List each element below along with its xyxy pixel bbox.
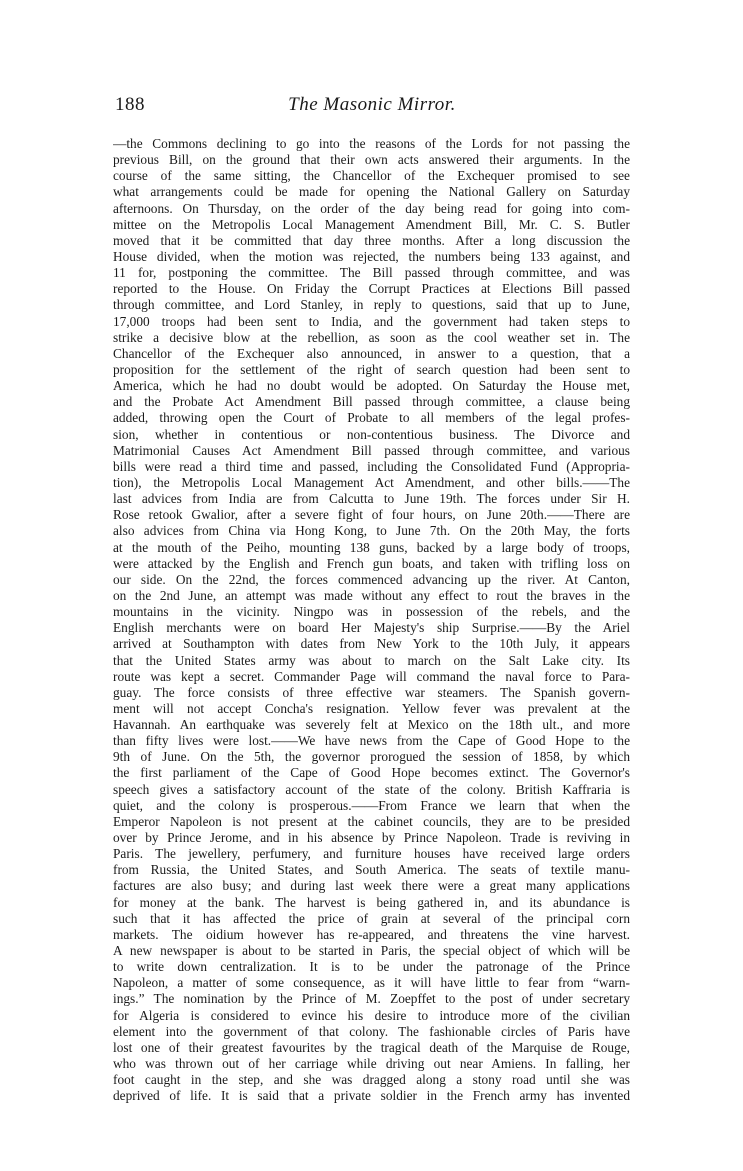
text-line: our side. On the 22nd, the forces commenced advancing up the river. At Canton, [113,571,630,587]
text-line: afternoons. On Thursday, on the order of the day being read for going into com- [113,200,630,216]
text-line: America, which he had no doubt would be adopted. On Saturday the House met, [113,378,630,394]
text-line: added, throwing open the Court of Probate to all members of the legal profes- [113,410,630,426]
text-line: guay. The force consists of three effective war steamers. The Spanish govern- [113,684,630,700]
text-line: arrived at Southampton with dates from New York to the 10th July, it appears [113,636,630,652]
text-line: route was kept a secret. Commander Page will command the naval force to Para- [113,668,630,684]
text-line: the first parliament of the Cape of Good Hope becomes extinct. The Governor's [113,765,630,781]
page-number: 188 [115,94,145,115]
text-line: Paris. The jewellery, perfumery, and furniture houses have received large orders [113,846,630,862]
text-line: ment will not accept Concha's resignation. Yellow fever was prevalent at the [113,700,630,716]
text-line: ings.” The nomination by the Prince of M. Zoepffet to the post of under secretary [113,991,630,1007]
text-line: through committee, and Lord Stanley, in reply to questions, said that up to June, [113,297,630,313]
text-line: sion, whether in contentious or non-contentious business. The Divorce and [113,426,630,442]
running-head [115,94,629,120]
text-line: reported to the House. On Friday the Corrupt Practices at Elections Bill passed [113,281,630,297]
text-line: mittee on the Metropolis Local Management Amendment Bill, Mr. C. S. Butler [113,216,630,232]
text-line: foot caught in the step, and she was dragged along a stony road until she was [113,1072,630,1088]
text-line: A new newspaper is about to be started in Paris, the special object of which will be [113,943,630,959]
text-line: moved that it be committed that day three months. After a long discussion the [113,232,630,248]
text-line: than fifty lives were lost.——We have news from the Cape of Good Hope to the [113,733,630,749]
text-line: English merchants were on board Her Majesty's ship Surprise.——By the Ariel [113,620,630,636]
text-line: what arrangements could be made for opening the National Gallery on Saturday [113,184,630,200]
text-line: —the Commons declining to go into the reasons of the Lords for not passing the [113,136,630,151]
text-line: strike a decisive blow at the rebellion, as soon as the cool weather set in. The [113,329,630,345]
text-line: bills were read a third time and passed, including the Consolidated Fund (Appropria- [113,458,630,474]
text-line: markets. The oidium however has re-appeared, and threatens the vine harvest. [113,926,630,942]
text-line: at the mouth of the Peiho, mounting 138 guns, backed by a large body of troops, [113,539,630,555]
text-line: Matrimonial Causes Act Amendment Bill passed through committee, and various [113,442,630,458]
text-line: that the United States army was about to march on the Salt Lake city. Its [113,652,630,668]
text-line: Havannah. An earthquake was severely felt at Mexico on the 18th ult., and more [113,717,630,733]
body-paragraph [113,136,630,1104]
text-line: House divided, when the motion was rejected, the numbers being 133 against, and [113,248,630,264]
text-line: tion), the Metropolis Local Management Act Amendment, and other bills.——The [113,474,630,490]
text-line: deprived of life. It is said that a private soldier in the French army has invented [113,1088,630,1104]
text-line: 17,000 troops had been sent to India, and the government had taken steps to [113,313,630,329]
text-line: factures are also busy; and during last week there were a great many applications [113,878,630,894]
text-line: for Algeria is considered to evince his desire to introduce more of the civilian [113,1007,630,1023]
text-line: proposition for the settlement of the right of search question had been sent to [113,361,630,377]
text-line: Rose retook Gwalior, after a severe fight of four hours, on June 20th.——There are [113,507,630,523]
text-line: 11 for, postponing the committee. The Bill passed through committee, and was [113,265,630,281]
text-line: over by Prince Jerome, and in his absence by Prince Napoleon. Trade is reviving in [113,830,630,846]
text-line: last advices from India are from Calcutta to June 19th. The forces under Sir H. [113,491,630,507]
text-line: for money at the bank. The harvest is being gathered in, and its abundance is [113,894,630,910]
text-line: previous Bill, on the ground that their own acts answered their arguments. In the [113,152,630,168]
text-line: Chancellor of the Exchequer also announced, in answer to a question, that a [113,345,630,361]
text-line: from Russia, the United States, and South America. The seats of textile manu- [113,862,630,878]
text-line: such that it has affected the price of grain at several of the principal corn [113,910,630,926]
text-line: to write down centralization. It is to be under the patronage of the Prince [113,959,630,975]
text-line: mountains in the vicinity. Ningpo was in possession of the rebels, and the [113,604,630,620]
text-line: on the 2nd June, an attempt was made without any effect to rout the braves in the [113,587,630,603]
text-line: 9th of June. On the 5th, the governor prorogued the session of 1858, by which [113,749,630,765]
text-line: also advices from China via Hong Kong, to June 7th. On the 20th May, the forts [113,523,630,539]
text-line: lost one of their greatest favourites by the tragical death of the Marquise de Rouge, [113,1039,630,1055]
text-line: who was thrown out of her carriage while driving out near Amiens. In falling, her [113,1056,630,1072]
text-line: were attacked by the English and French gun boats, and taken with trifling loss on [113,555,630,571]
text-line: Emperor Napoleon is not present at the cabinet councils, they are to be presided [113,813,630,829]
text-line: quiet, and the colony is prosperous.——From France we learn that when the [113,797,630,813]
text-line: element into the government of that colony. The fashionable circles of Paris have [113,1023,630,1039]
text-line: Napoleon, a matter of some consequence, as it will have little to fear from “warn- [113,975,630,991]
text-line: speech gives a satisfactory account of the state of the colony. British Kaffraria is [113,781,630,797]
text-line: course of the same sitting, the Chancellor of the Exchequer promised to see [113,168,630,184]
text-line: and the Probate Act Amendment Bill passed through committee, a clause being [113,394,630,410]
journal-title: The Masonic Mirror. [288,94,456,115]
